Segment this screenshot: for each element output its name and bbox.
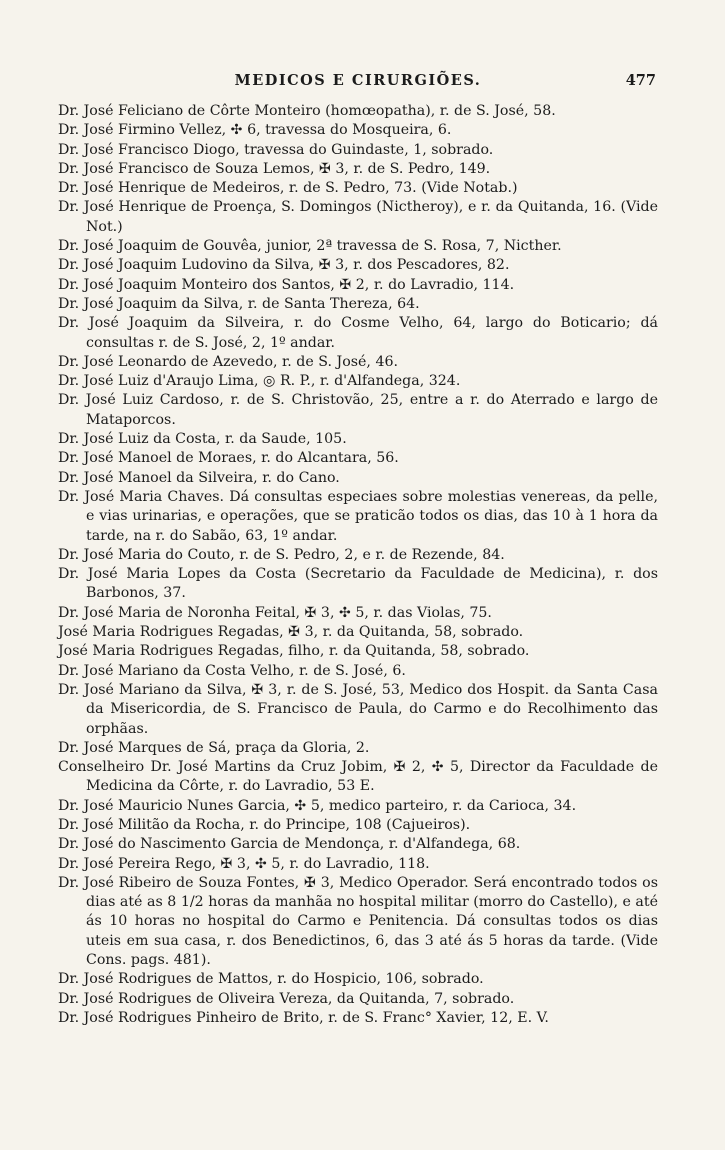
list-item: Dr. José Rodrigues de Mattos, r. do Hospicio, 106, sobrado. xyxy=(58,971,484,988)
list-item: Dr. José Manoel de Moraes, r. do Alcantara, 56. xyxy=(58,450,399,467)
list-item: Dr. José Luiz da Costa, r. da Saude, 105. xyxy=(58,431,347,448)
list-item: Dr. José Mauricio Nunes Garcia, ✣ 5, medico parteiro, r. da Carioca, 34. xyxy=(58,797,577,814)
page-header xyxy=(58,72,658,100)
list-item: Conselheiro Dr. José Martins da Cruz Jobim, ✠ 2, ✣ 5, Director da Faculdade de Medicina da Côrte, r. do Lavradio, 53 E. xyxy=(58,759,658,795)
list-item: Dr. José do Nascimento Garcia de Mendonça, r. d'Alfandega, 68. xyxy=(58,836,521,853)
list-item: Dr. José Henrique de Medeiros, r. de S. Pedro, 73. (Vide Notab.) xyxy=(58,180,518,197)
list-item: Dr. José Luiz Cardoso, r. de S. Christovão, 25, entre a r. do Aterrado e largo de Mataporcos. xyxy=(58,392,658,428)
list-item: Dr. José Francisco Diogo, travessa do Guindaste, 1, sobrado. xyxy=(58,141,494,158)
list-item: Dr. José Firmino Vellez, ✣ 6, travessa do Mosqueira, 6. xyxy=(58,122,452,139)
book-page xyxy=(58,72,658,1028)
list-item: Dr. José Joaquim Monteiro dos Santos, ✠ 2, r. do Lavradio, 114. xyxy=(58,276,515,293)
list-item: Dr. José Joaquim da Silva, r. de Santa Thereza, 64. xyxy=(58,295,420,312)
page-title: MEDICOS E CIRURGIÕES. xyxy=(234,72,482,89)
list-item: Dr. José Maria de Noronha Feital, ✠ 3, ✣ 5, r. das Violas, 75. xyxy=(58,604,492,621)
list-item: Dr. José Pereira Rego, ✠ 3, ✣ 5, r. do Lavradio, 118. xyxy=(58,855,430,872)
list-item: Dr. José Mariano da Costa Velho, r. de S. José, 6. xyxy=(58,662,406,679)
list-item: Dr. José Joaquim de Gouvêa, junior, 2ª travessa de S. Rosa, 7, Nicther. xyxy=(58,238,562,255)
list-item: Dr. José Maria Lopes da Costa (Secretario da Faculdade de Medicina), r. dos Barbonos, 37. xyxy=(58,566,658,602)
list-item: José Maria Rodrigues Regadas, filho, r. da Quitanda, 58, sobrado. xyxy=(58,643,530,660)
list-item: Dr. José Luiz d'Araujo Lima, ◎ R. P., r. d'Alfandega, 324. xyxy=(58,373,461,390)
list-item: Dr. José Joaquim da Silveira, r. do Cosme Velho, 64, largo do Boticario; dá consultas r. de S. José, 2, 1º andar. xyxy=(58,315,658,351)
list-item: Dr. José Marques de Sá, praça da Gloria, 2. xyxy=(58,739,370,756)
list-item: Dr. José Leonardo de Azevedo, r. de S. José, 46. xyxy=(58,353,399,370)
list-item: Dr. José Maria do Couto, r. de S. Pedro, 2, e r. de Rezende, 84. xyxy=(58,546,505,563)
list-item: Dr. José Rodrigues de Oliveira Vereza, da Quitanda, 7, sobrado. xyxy=(58,990,515,1007)
list-item: Dr. José Militão da Rocha, r. do Principe, 108 (Cajueiros). xyxy=(58,816,471,833)
list-item: Dr. José Joaquim Ludovino da Silva, ✠ 3, r. dos Pescadores, 82. xyxy=(58,257,510,274)
list-item: Dr. José Mariano da Silva, ✠ 3, r. de S. José, 53, Medico dos Hospit. da Santa Casa da Misericordia, de S. Francisco de Paula, do Carmo e do Recolhimento das orphãas. xyxy=(58,681,658,737)
list-item: Dr. José Feliciano de Côrte Monteiro (homœopatha), r. de S. José, 58. xyxy=(58,103,556,119)
list-item: Dr. José Francisco de Souza Lemos, ✠ 3, r. de S. Pedro, 149. xyxy=(58,160,491,177)
list-item: Dr. José Manoel da Silveira, r. do Cano. xyxy=(58,469,340,486)
list-item: Dr. José Ribeiro de Souza Fontes, ✠ 3, Medico Operador. Será encontrado todos os dias até as 8 1/2 horas da manhãa no hospital militar (morro do Castello), e até ás 10 horas no hospital do Carmo e Penitencia. Dá consultas todos os dias uteis em sua casa, r. dos Benedictinos, 6, das 3 até ás 5 horas da tarde. (Vide Cons. pags. 481). xyxy=(58,874,658,969)
list-item: Dr. José Rodrigues Pinheiro de Brito, r. de S. Franc° Xavier, 12, E. V. xyxy=(58,1009,549,1026)
directory-list xyxy=(58,102,658,1028)
page-number: 477 xyxy=(625,72,656,89)
list-item: Dr. José Maria Chaves. Dá consultas especiaes sobre molestias venereas, da pelle, e vias urinarias, e operações, que se praticão todos os dias, das 10 à 1 hora da tarde, na r. do Sabão, 63, 1º andar. xyxy=(58,488,658,544)
list-item: José Maria Rodrigues Regadas, ✠ 3, r. da Quitanda, 58, sobrado. xyxy=(58,624,524,641)
list-item: Dr. José Henrique de Proença, S. Domingos (Nictheroy), e r. da Quitanda, 16. (Vide Not.) xyxy=(58,199,658,235)
